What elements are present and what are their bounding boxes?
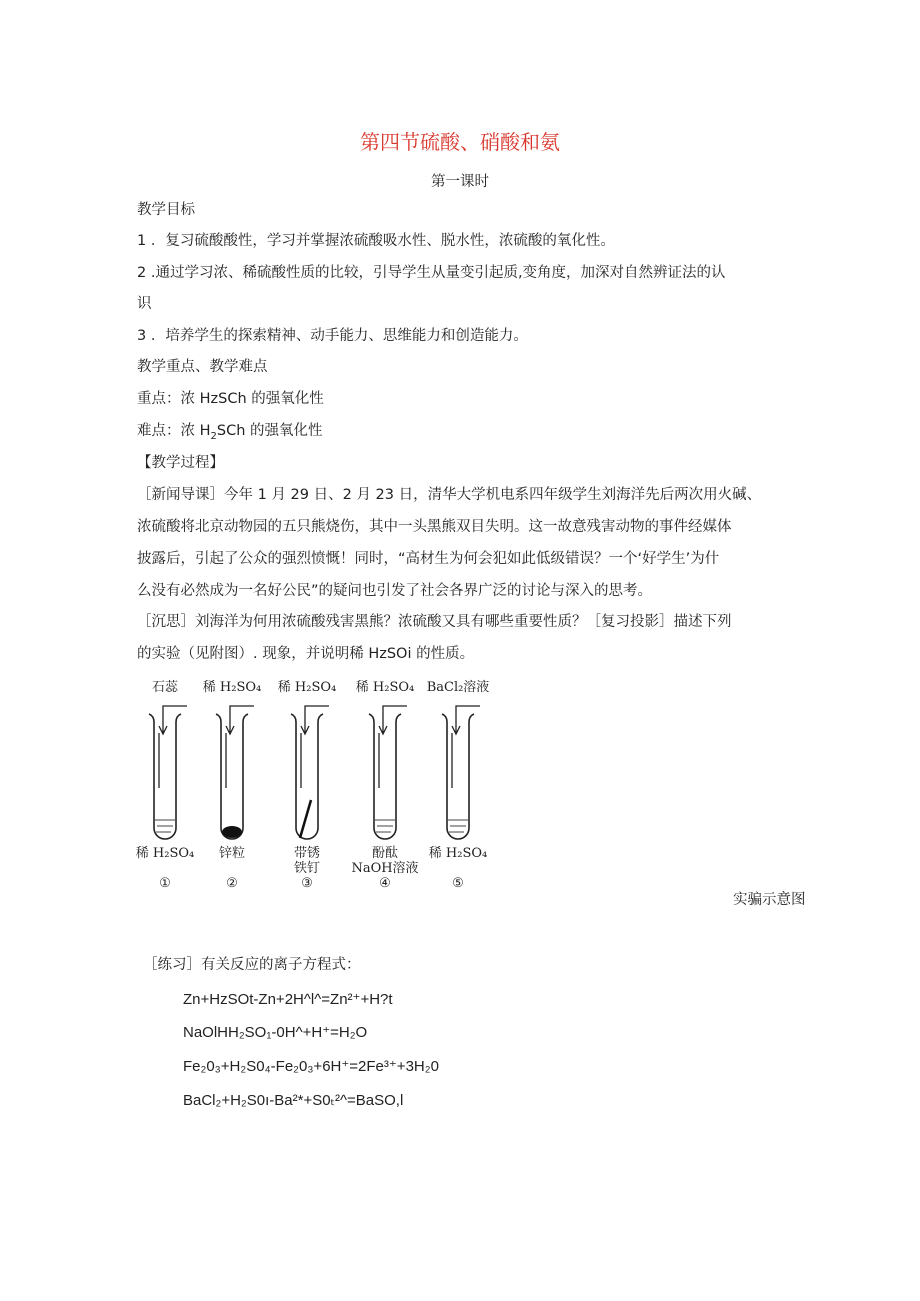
tube-bottom-label: 稀 H₂SO₄: [135, 846, 195, 861]
key-heading: 教学重点、教学难点: [137, 359, 268, 375]
equation: Zn+HzSOt-Zn+2H^l^=Zn²⁺+H?t: [183, 991, 393, 1008]
tube-top-label: 稀 H₂SO₄: [277, 680, 337, 695]
objectives-heading: 教学目标: [137, 202, 195, 218]
tube-top-label: 石蕊: [151, 680, 178, 695]
practice-heading: ［练习］有关反应的离子方程式：: [143, 957, 361, 973]
tube-number: ①: [159, 876, 171, 891]
difficult-point: [137, 421, 323, 447]
difficult-post: SCh 的强氧化性: [216, 423, 323, 439]
paragraph-line: 的实验（见附图）. 现象，并说明稀 HzSOi 的性质。: [137, 646, 475, 662]
tube-bottom-label: 锌粒: [218, 846, 245, 861]
liquid: [155, 820, 175, 832]
arrow-icon: [379, 706, 407, 734]
arrow-icon: [452, 706, 480, 734]
test-tube: [216, 714, 248, 839]
subtitle: 第一课时: [431, 174, 489, 190]
page-title: 第四节硫酸、硝酸和氨: [360, 130, 560, 154]
paragraph-line: 么没有必然成为一名好公民”的疑问也引发了社会各界广泛的讨论与深入的思考。: [137, 583, 653, 599]
objective-2-cont: 识: [137, 296, 152, 312]
difficult-sub: 2: [210, 430, 217, 442]
difficult-pre: 难点：浓 H: [137, 423, 211, 439]
paragraph-line: 披露后，引起了公众的强烈愤慨！同时，“高材生为何会犯如此低级错误？一个‘好学生’为什: [137, 551, 720, 567]
arrow-icon: [301, 706, 329, 734]
tube-top-label: 稀 H₂SO₄: [355, 680, 415, 695]
equation: NaOlHH₂SO₁-0H^+H⁺=H₂O: [183, 1024, 368, 1041]
objective-3: 3 ．培养学生的探索精神、动手能力、思维能力和创造能力。: [137, 328, 528, 344]
tube-bottom-label: 带锈 铁钉: [293, 846, 320, 876]
tube-bottom-label: 稀 H₂SO₄: [428, 846, 488, 861]
figure-caption: 实骗示意图: [733, 892, 806, 908]
process-heading: 【教学过程】: [137, 455, 224, 471]
experiment-figure: [135, 678, 515, 893]
paragraph-line: ［新闻导课］今年 1 月 29 日、2 月 23 日，清华大学机电系四年级学生刘海洋先后两次用火碱、: [137, 487, 762, 503]
equation: Fe₂0₃+H₂S0₄-Fe₂0₃+6H⁺=2Fe³⁺+3H₂0: [183, 1058, 439, 1075]
tube-top-label: BaCl₂溶液: [426, 680, 490, 695]
liquid: [375, 820, 395, 832]
tube-number: ④: [379, 876, 391, 891]
arrow-icon: [226, 706, 254, 734]
paragraph-line: ［沉思］刘海洋为何用浓硫酸残害黑熊？浓硫酸又具有哪些重要性质？［复习投影］描述下列: [137, 614, 732, 630]
equation: BaCl₂+H₂S0ı-Ba²*+S0ₜ²^=BaSO,l: [183, 1092, 404, 1109]
arrow-icon: [159, 706, 187, 734]
tube-number: ⑤: [452, 876, 464, 891]
zinc-granules: [222, 826, 242, 838]
objective-2: 2 .通过学习浓、稀硫酸性质的比较，引导学生从量变引起质,变角度，加深对自然辨证法的认: [137, 265, 726, 281]
tube-bottom-label: 酚酞 NaOH溶液: [351, 846, 419, 876]
liquid: [448, 820, 468, 832]
tube-number: ③: [301, 876, 313, 891]
test-tube: [291, 714, 323, 839]
objective-1: 1 ．复习硫酸酸性，学习并掌握浓硫酸吸水性、脱水性，浓硫酸的氧化性。: [137, 233, 615, 249]
tube-top-label: 稀 H₂SO₄: [202, 680, 262, 695]
rusty-nail: [300, 800, 311, 838]
paragraph-line: 浓硫酸将北京动物园的五只熊烧伤，其中一头黑熊双目失明。这一故意残害动物的事件经媒体: [137, 519, 732, 535]
tube-number: ②: [226, 876, 238, 891]
key-point: 重点：浓 HzSCh 的强氧化性: [137, 391, 324, 407]
